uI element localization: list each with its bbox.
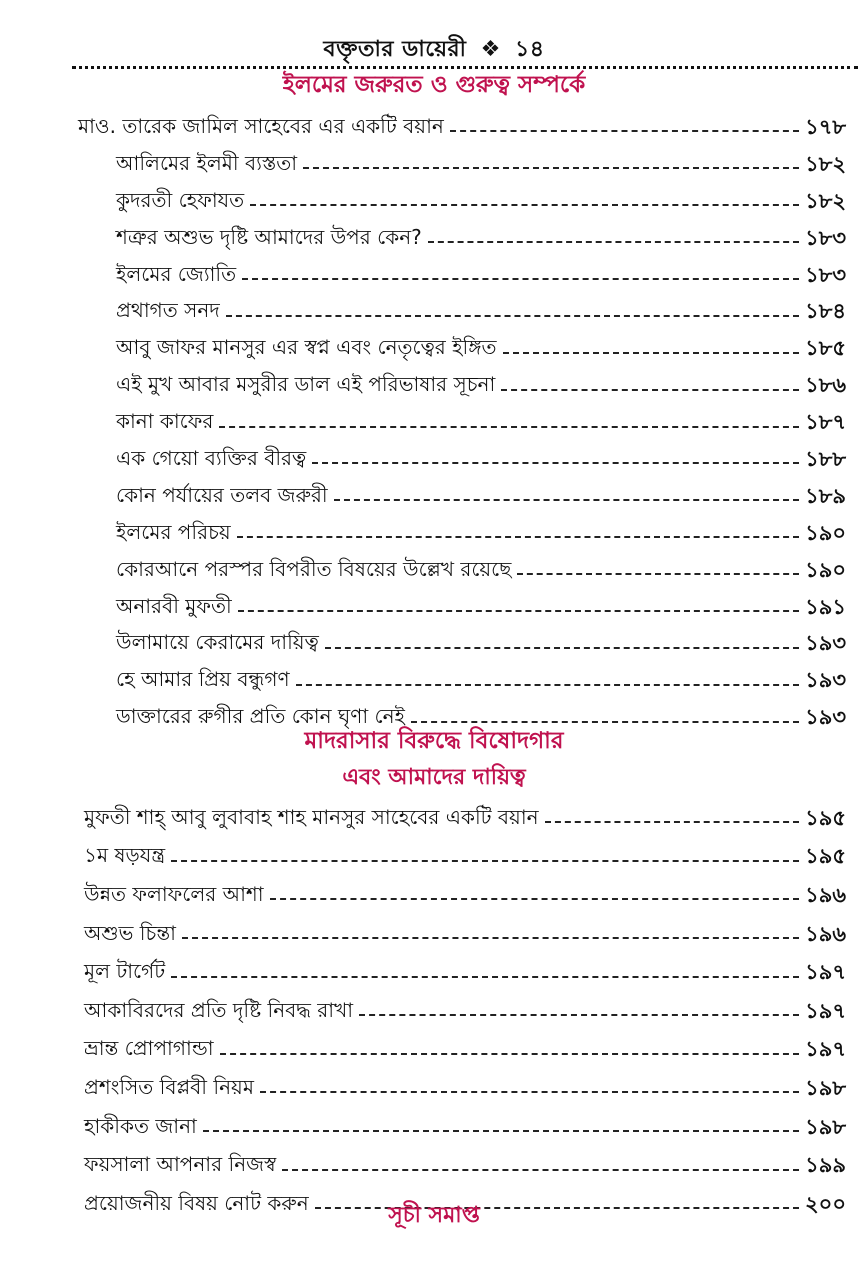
- entry-label: ফয়সালা আপনার নিজস্ব: [84, 1152, 277, 1177]
- entry-label: হাকীকত জানা: [84, 1113, 197, 1138]
- entry-label: ইলমের পরিচয়: [116, 519, 231, 544]
- entry-label: কোরআনে পরস্পর বিপরীত বিষয়ের উল্লেখ রয়েছে: [116, 556, 512, 581]
- toc-entry[interactable]: [0, 516, 868, 553]
- dot-leader: [260, 1091, 799, 1093]
- dot-leader: [545, 821, 800, 823]
- dot-leader: [517, 573, 799, 575]
- running-header: [0, 32, 868, 69]
- toc-entry[interactable]: [0, 877, 868, 916]
- entry-page: ১৮৪: [805, 299, 846, 324]
- entry-label: আলিমের ইলমী ব্যস্ততা: [116, 150, 298, 175]
- dot-leader: [325, 647, 799, 649]
- dot-leader: [226, 315, 799, 317]
- entry-label: উন্নত ফলাফলের আশা: [84, 881, 264, 906]
- toc-entry[interactable]: [0, 1109, 868, 1148]
- toc-entry[interactable]: [0, 590, 868, 627]
- dot-leader: [270, 898, 800, 900]
- entry-page: ১৯৭: [805, 960, 846, 985]
- entry-page: ১৯১: [805, 594, 846, 619]
- entry-page: ১৯৮: [805, 1075, 846, 1100]
- toc-entry[interactable]: [0, 368, 868, 405]
- entry-label: মূল টার্গেট: [84, 959, 166, 984]
- entry-page: ১৮৭: [805, 410, 846, 435]
- entry-label: মুফতী শাহ্ আবু লুবাবাহ শাহ মানসুর সাহেবের একটি বয়ান: [84, 804, 539, 829]
- dot-leader: [503, 352, 800, 354]
- section2-entries: [0, 800, 868, 1225]
- toc-entry[interactable]: [0, 916, 868, 955]
- entry-page: ১৮৩: [805, 262, 846, 287]
- dot-leader: [182, 937, 799, 939]
- entry-label: শত্রুর অশুভ দৃষ্টি আমাদের উপর কেন?: [116, 224, 422, 249]
- dot-leader: [450, 130, 799, 132]
- toc-entry[interactable]: [0, 1147, 868, 1186]
- toc-entry[interactable]: [0, 1032, 868, 1071]
- dot-leader: [220, 1053, 800, 1055]
- entry-label: অশুভ চিন্তা: [84, 920, 176, 945]
- ornament-icon: ❖: [480, 37, 501, 62]
- entry-page: ১৮২: [805, 151, 846, 176]
- section1-title: ইলমের জরুরত ও গুরুত্ব সম্পর্কে: [282, 72, 586, 98]
- entry-page: ১৯০: [805, 520, 846, 545]
- entry-label: প্রশংসিত বিপ্লবী নিয়ম: [84, 1074, 254, 1099]
- entry-page: ১৯৫: [805, 805, 846, 830]
- toc-entry[interactable]: [0, 553, 868, 590]
- dot-leader: [428, 241, 799, 243]
- toc-entry[interactable]: [0, 258, 868, 295]
- dot-leader: [312, 462, 799, 464]
- entry-label: ১ম ষড়যন্ত্র: [84, 843, 166, 868]
- entry-label: প্রথাগত সনদ: [116, 298, 220, 323]
- entry-label: মাও. তারেক জামিল সাহেবের এর একটি বয়ান: [78, 113, 444, 138]
- entry-label: আকাবিরদের প্রতি দৃষ্টি নিবদ্ধ রাখা: [84, 997, 354, 1022]
- entry-page: ১৯৫: [805, 844, 846, 869]
- entry-label: আবু জাফর মানসুর এর স্বপ্ন এবং নেতৃত্বের ইঙ্গিত: [116, 335, 497, 360]
- toc-entry[interactable]: [0, 184, 868, 221]
- dot-leader: [219, 426, 799, 428]
- dot-leader: [242, 278, 799, 280]
- entry-page: ১৯৭: [805, 998, 846, 1023]
- toc-entry[interactable]: [0, 993, 868, 1032]
- entry-label: হে আমার প্রিয় বন্ধুগণ: [116, 667, 290, 692]
- dot-leader: [303, 167, 799, 169]
- entry-page: ১৭৮: [805, 114, 846, 139]
- section2-title: মাদরাসার বিরুদ্ধে বিষোদগার: [304, 728, 564, 754]
- toc-entry-lead[interactable]: [0, 110, 868, 147]
- entry-page: ১৯৬: [805, 921, 846, 946]
- toc-entry[interactable]: [0, 800, 868, 839]
- entry-label: কুদরতী হেফাযত: [116, 187, 245, 212]
- entry-label: ডাক্তারের রুগীর প্রতি কোন ঘৃণা নেই: [116, 704, 405, 729]
- dot-leader: [238, 610, 799, 612]
- dot-leader: [203, 1130, 799, 1132]
- section2-subtitle: এবং আমাদের দায়িত্ব: [342, 765, 526, 790]
- dot-leader: [282, 1169, 799, 1171]
- toc-entry[interactable]: [0, 147, 868, 184]
- entry-label: এক গেয়ো ব্যক্তির বীরত্ব: [116, 445, 307, 470]
- toc-end-label: সূচী সমাপ্ত: [388, 1203, 480, 1228]
- entry-page: ১৯৯: [805, 1153, 846, 1178]
- entry-page: ১৯৭: [805, 1037, 846, 1062]
- entry-page: ১৮৮: [805, 446, 846, 471]
- entry-page: ১৯৩: [805, 631, 846, 656]
- dot-leader: [501, 389, 799, 391]
- dot-leader: [171, 976, 799, 978]
- entry-page: ১৮৯: [805, 483, 846, 508]
- dot-leader: [237, 536, 799, 538]
- entry-label: ইলমের জ্যোতি: [116, 261, 237, 286]
- entry-label: কোন পর্যায়ের তলব জরুরী: [116, 482, 328, 507]
- toc-entry[interactable]: [0, 839, 868, 878]
- toc-entry[interactable]: [0, 294, 868, 331]
- entry-label: অনারবী মুফতী: [116, 593, 232, 618]
- entry-page: ১৯৮: [805, 1114, 846, 1139]
- toc-entry[interactable]: [0, 626, 868, 663]
- entry-page: ২০০: [805, 1191, 846, 1216]
- entry-page: ১৯০: [805, 557, 846, 582]
- dot-leader: [359, 1014, 799, 1016]
- toc-entry[interactable]: [0, 479, 868, 516]
- dot-leader: [296, 684, 800, 686]
- entry-label: প্রয়োজনীয় বিষয় নোট করুন: [84, 1190, 309, 1215]
- entry-label: এই মুখ আবার মসুরীর ডাল এই পরিভাষার সূচনা: [116, 372, 496, 397]
- header-page-number: ১৪: [515, 37, 545, 62]
- entry-page: ১৯৩: [805, 668, 846, 693]
- dot-leader: [171, 860, 799, 862]
- dot-leader: [250, 204, 799, 206]
- dot-leader: [334, 499, 799, 501]
- toc-entry[interactable]: [0, 442, 868, 479]
- section1-entries: [0, 110, 868, 737]
- entry-page: ১৮২: [805, 188, 846, 213]
- entry-page: ১৮৫: [805, 336, 846, 361]
- entry-page: ১৯৩: [805, 705, 846, 730]
- entry-label: ভ্রান্ত প্রোপাগান্ডা: [84, 1036, 214, 1061]
- entry-page: ১৮৬: [805, 373, 846, 398]
- toc-entry[interactable]: [0, 663, 868, 700]
- toc-entry[interactable]: [0, 954, 868, 993]
- toc-entry[interactable]: [0, 1070, 868, 1109]
- toc-entry[interactable]: [0, 331, 868, 368]
- entry-label: কানা কাফের: [116, 409, 214, 434]
- entry-page: ১৯৬: [805, 882, 846, 907]
- entry-page: ১৮৩: [805, 225, 846, 250]
- book-title: বক্তৃতার ডায়েরী: [323, 37, 467, 62]
- entry-label: উলামায়ে কেরামের দায়িত্ব: [116, 630, 319, 655]
- toc-entry[interactable]: [0, 405, 868, 442]
- toc-entry[interactable]: [0, 221, 868, 258]
